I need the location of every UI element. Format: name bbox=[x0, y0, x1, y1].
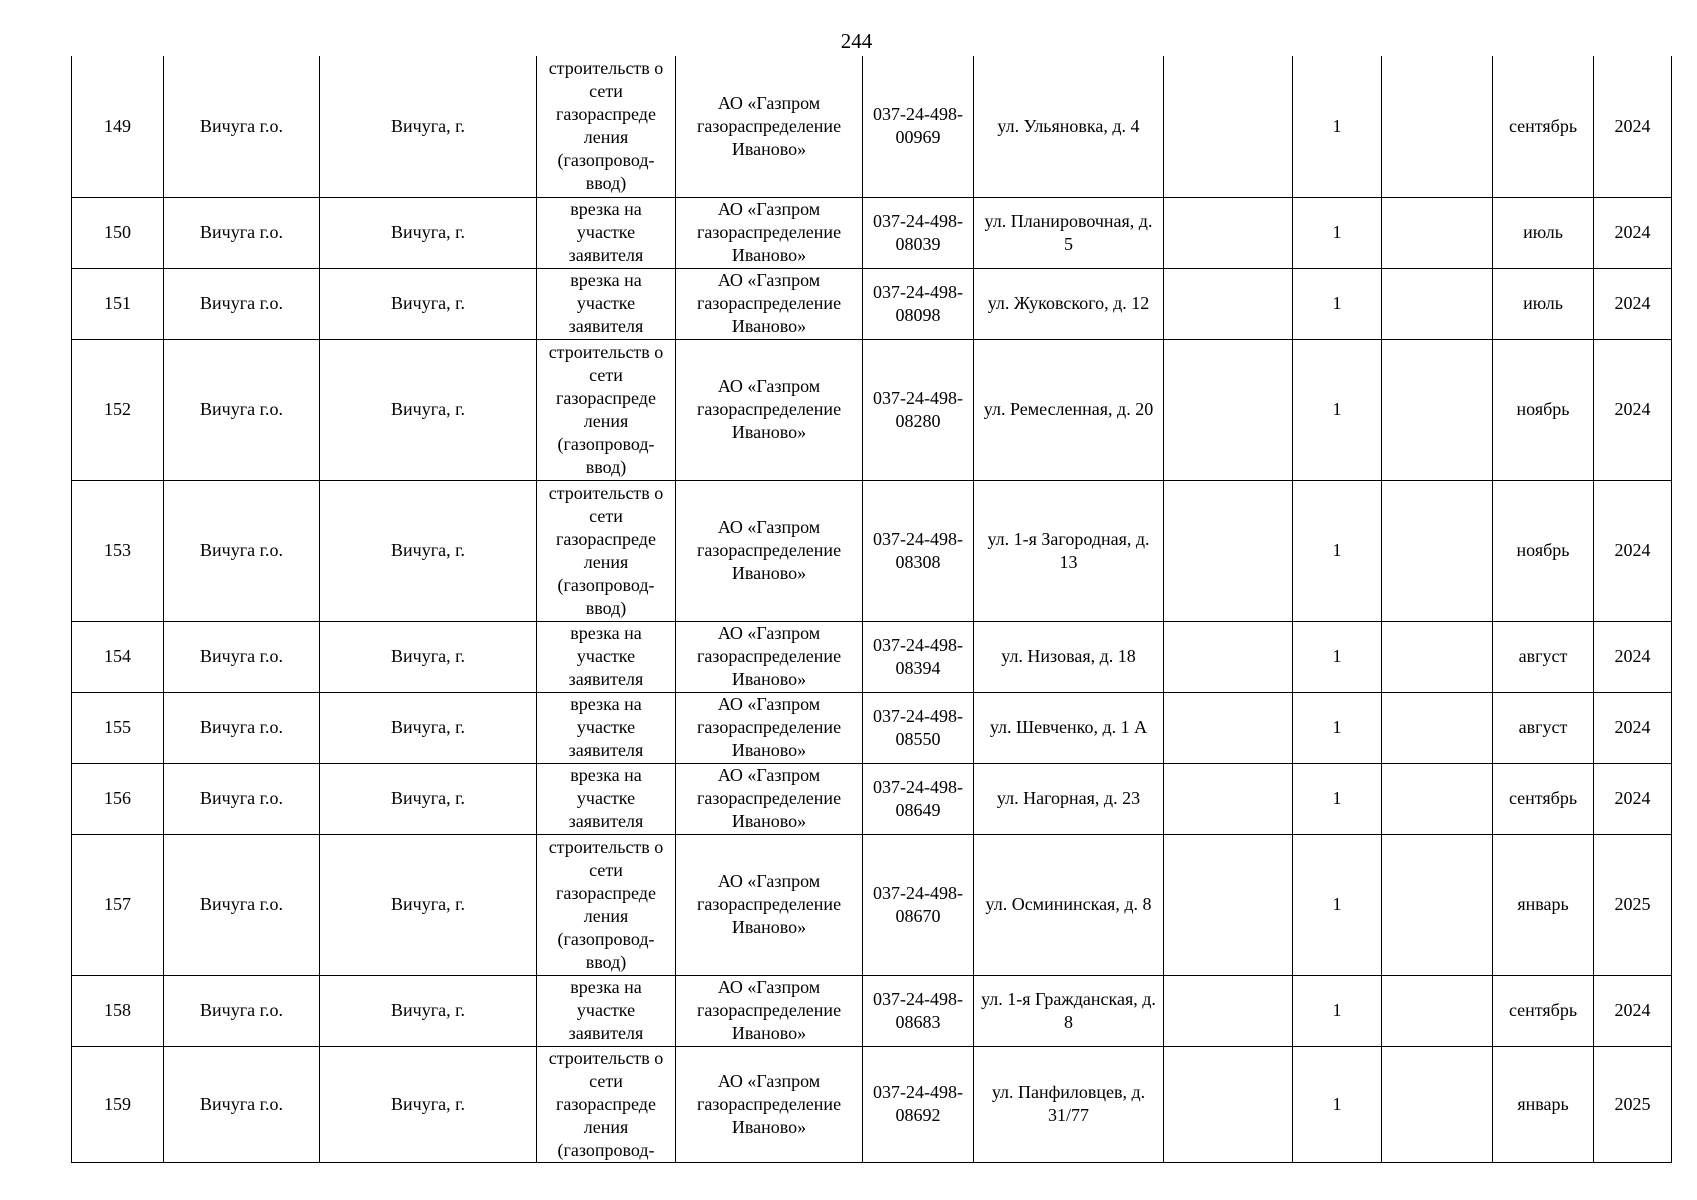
cell-text: сентябрь bbox=[1508, 1000, 1578, 1020]
cell-text: АО «Газпром газораспределение Иваново» bbox=[696, 199, 842, 265]
cell-year bbox=[1594, 975, 1672, 1046]
cell-text: Вичуга, г. bbox=[391, 293, 465, 313]
cell-address bbox=[974, 480, 1164, 621]
cell-text: 037-24-498-08308 bbox=[873, 528, 963, 572]
cell-org bbox=[676, 339, 863, 480]
cell-text: 1 bbox=[1332, 1000, 1342, 1020]
cell-settlement bbox=[320, 480, 537, 621]
cell-text: Вичуга г.о. bbox=[200, 894, 283, 914]
cell-district bbox=[164, 621, 320, 692]
cell-text: 2024 bbox=[1614, 1000, 1651, 1020]
cell-empty1 bbox=[1164, 763, 1293, 834]
cell-no bbox=[72, 692, 164, 763]
cell-address bbox=[974, 621, 1164, 692]
cell-month bbox=[1493, 692, 1594, 763]
cell-text: 2024 bbox=[1614, 222, 1651, 242]
cell-text: 1 bbox=[1332, 540, 1342, 560]
table-row bbox=[72, 339, 1672, 480]
cell-text: врезка на участке заявителя bbox=[568, 199, 644, 265]
cell-text: Вичуга, г. bbox=[391, 399, 465, 419]
cell-text: ул. Жуковского, д. 12 bbox=[987, 293, 1150, 313]
cell-text: 1 bbox=[1332, 717, 1342, 737]
cell-org bbox=[676, 621, 863, 692]
cell-text: август bbox=[1518, 717, 1568, 737]
cell-year bbox=[1594, 1046, 1672, 1162]
cell-text: 149 bbox=[104, 115, 131, 136]
cell-year bbox=[1594, 834, 1672, 975]
cell-empty2 bbox=[1382, 621, 1493, 692]
cell-text: сентябрь bbox=[1508, 115, 1578, 136]
cell-text: ул. Нагорная, д. 23 bbox=[996, 788, 1141, 808]
cell-text: АО «Газпром газораспределение Иваново» bbox=[696, 694, 842, 760]
cell-count bbox=[1293, 197, 1382, 268]
cell-text: январь bbox=[1517, 1093, 1569, 1114]
cell-text: Вичуга г.о. bbox=[200, 293, 283, 313]
cell-text: ул. Шевченко, д. 1 А bbox=[989, 717, 1148, 737]
cell-text: 037-24-498-00969 bbox=[873, 104, 963, 148]
cell-empty2 bbox=[1382, 268, 1493, 339]
cell-text: Вичуга г.о. bbox=[200, 1000, 283, 1020]
cell-text: 151 bbox=[104, 293, 131, 313]
cell-year bbox=[1594, 339, 1672, 480]
cell-text: июль bbox=[1523, 293, 1563, 313]
cell-text: Вичуга, г. bbox=[391, 222, 465, 242]
cell-text: 2024 bbox=[1614, 293, 1651, 313]
cell-work-type bbox=[537, 692, 676, 763]
cell-empty1 bbox=[1164, 975, 1293, 1046]
cell-text: строительств о сети газораспреде ления (газопровод-ввод) bbox=[548, 341, 664, 477]
cell-text: ул. Осмининская, д. 8 bbox=[985, 894, 1152, 914]
cell-app-no bbox=[863, 56, 974, 197]
cell-no bbox=[72, 339, 164, 480]
cell-empty2 bbox=[1382, 975, 1493, 1046]
cell-settlement bbox=[320, 975, 537, 1046]
cell-work-type bbox=[537, 480, 676, 621]
table-row bbox=[72, 268, 1672, 339]
cell-work-type bbox=[537, 834, 676, 975]
cell-org bbox=[676, 975, 863, 1046]
cell-no bbox=[72, 1046, 164, 1162]
cell-work-type bbox=[537, 621, 676, 692]
cell-count bbox=[1293, 268, 1382, 339]
cell-text: 150 bbox=[104, 222, 131, 242]
cell-text: ул. Планировочная, д. 5 bbox=[984, 210, 1153, 254]
cell-text: АО «Газпром газораспределение Иваново» bbox=[696, 517, 842, 583]
cell-text: ул. Панфиловцев, д. 31/77 bbox=[991, 1082, 1146, 1125]
cell-empty2 bbox=[1382, 763, 1493, 834]
cell-text: АО «Газпром газораспределение Иваново» bbox=[696, 765, 842, 831]
cell-settlement bbox=[320, 763, 537, 834]
cell-text: сентябрь bbox=[1508, 788, 1578, 808]
cell-text: Вичуга, г. bbox=[391, 646, 465, 666]
cell-address bbox=[974, 197, 1164, 268]
cell-text: Вичуга, г. bbox=[391, 894, 465, 914]
cell-empty1 bbox=[1164, 268, 1293, 339]
cell-empty2 bbox=[1382, 339, 1493, 480]
cell-empty1 bbox=[1164, 56, 1293, 197]
cell-no bbox=[72, 56, 164, 197]
cell-settlement bbox=[320, 621, 537, 692]
cell-text: Вичуга, г. bbox=[391, 540, 465, 560]
cell-count bbox=[1293, 480, 1382, 621]
cell-text: 152 bbox=[104, 399, 131, 419]
cell-text: врезка на участке заявителя bbox=[568, 765, 644, 831]
cell-org bbox=[676, 1046, 863, 1162]
page-number: 244 bbox=[840, 29, 873, 53]
cell-district bbox=[164, 197, 320, 268]
cell-empty2 bbox=[1382, 1046, 1493, 1162]
cell-text: 155 bbox=[104, 717, 131, 737]
cell-no bbox=[72, 621, 164, 692]
cell-text: 037-24-498-08670 bbox=[873, 882, 963, 926]
cell-text: 2025 bbox=[1614, 894, 1651, 914]
cell-text: Вичуга г.о. bbox=[200, 1093, 283, 1114]
cell-month bbox=[1493, 1046, 1594, 1162]
cell-address bbox=[974, 268, 1164, 339]
cell-text: январь bbox=[1517, 894, 1569, 914]
cell-count bbox=[1293, 1046, 1382, 1162]
table-row bbox=[72, 56, 1672, 197]
cell-text: Вичуга г.о. bbox=[200, 399, 283, 419]
cell-text: врезка на участке заявителя bbox=[568, 270, 644, 336]
cell-address bbox=[974, 339, 1164, 480]
cell-settlement bbox=[320, 339, 537, 480]
cell-text: 1 bbox=[1332, 1093, 1342, 1114]
cell-count bbox=[1293, 339, 1382, 480]
cell-text: ул. 1-я Гражданская, д. 8 bbox=[981, 988, 1156, 1032]
cell-month bbox=[1493, 56, 1594, 197]
cell-app-no bbox=[863, 692, 974, 763]
cell-text: Вичуга г.о. bbox=[200, 646, 283, 666]
cell-text: Вичуга, г. bbox=[391, 788, 465, 808]
cell-no bbox=[72, 975, 164, 1046]
cell-text: ул. 1-я Загородная, д. 13 bbox=[987, 528, 1150, 572]
cell-count bbox=[1293, 692, 1382, 763]
table-row bbox=[72, 197, 1672, 268]
cell-district bbox=[164, 975, 320, 1046]
cell-month bbox=[1493, 268, 1594, 339]
cell-text: 1 bbox=[1332, 646, 1342, 666]
cell-org bbox=[676, 763, 863, 834]
cell-text: 037-24-498-08394 bbox=[873, 634, 963, 678]
cell-work-type bbox=[537, 975, 676, 1046]
cell-text: Вичуга, г. bbox=[391, 717, 465, 737]
cell-text: АО «Газпром газораспределение Иваново» bbox=[696, 871, 842, 937]
cell-text: 037-24-498-08280 bbox=[873, 387, 963, 431]
cell-text: АО «Газпром газораспределение Иваново» bbox=[696, 623, 842, 689]
cell-text: Вичуга г.о. bbox=[200, 540, 283, 560]
cell-address bbox=[974, 763, 1164, 834]
cell-month bbox=[1493, 339, 1594, 480]
cell-month bbox=[1493, 480, 1594, 621]
cell-work-type bbox=[537, 56, 676, 197]
cell-text: 1 bbox=[1332, 222, 1342, 242]
cell-text: 158 bbox=[104, 1000, 131, 1020]
cell-district bbox=[164, 268, 320, 339]
cell-text: Вичуга г.о. bbox=[200, 717, 283, 737]
cell-text: ул. Низовая, д. 18 bbox=[1001, 646, 1136, 666]
cell-text: 037-24-498-08098 bbox=[873, 281, 963, 325]
cell-settlement bbox=[320, 268, 537, 339]
cell-text: 156 bbox=[104, 788, 131, 808]
cell-address bbox=[974, 975, 1164, 1046]
cell-address bbox=[974, 692, 1164, 763]
cell-text: врезка на участке заявителя bbox=[568, 694, 644, 760]
cell-district bbox=[164, 339, 320, 480]
cell-app-no bbox=[863, 621, 974, 692]
cell-text: 037-24-498-08039 bbox=[873, 210, 963, 254]
cell-text: август bbox=[1518, 646, 1568, 666]
cell-empty1 bbox=[1164, 834, 1293, 975]
cell-settlement bbox=[320, 692, 537, 763]
cell-count bbox=[1293, 56, 1382, 197]
cell-org bbox=[676, 480, 863, 621]
cell-org bbox=[676, 692, 863, 763]
cell-month bbox=[1493, 621, 1594, 692]
cell-text: 153 bbox=[104, 540, 131, 560]
cell-text: врезка на участке заявителя bbox=[568, 623, 644, 689]
cell-org bbox=[676, 834, 863, 975]
cell-text: Вичуга, г. bbox=[391, 115, 465, 136]
cell-settlement bbox=[320, 56, 537, 197]
cell-app-no bbox=[863, 197, 974, 268]
cell-district bbox=[164, 1046, 320, 1162]
cell-month bbox=[1493, 197, 1594, 268]
cell-empty2 bbox=[1382, 834, 1493, 975]
cell-text: 037-24-498-08649 bbox=[873, 776, 963, 820]
cell-empty1 bbox=[1164, 692, 1293, 763]
cell-text: ноябрь bbox=[1516, 540, 1570, 560]
cell-no bbox=[72, 197, 164, 268]
cell-text: 037-24-498-08683 bbox=[873, 988, 963, 1032]
cell-text: 2024 bbox=[1614, 717, 1651, 737]
cell-year bbox=[1594, 56, 1672, 197]
cell-settlement bbox=[320, 1046, 537, 1162]
cell-app-no bbox=[863, 1046, 974, 1162]
cell-work-type bbox=[537, 268, 676, 339]
cell-empty1 bbox=[1164, 1046, 1293, 1162]
table-row bbox=[72, 763, 1672, 834]
cell-year bbox=[1594, 268, 1672, 339]
gas-connection-table bbox=[71, 56, 1672, 1163]
cell-empty2 bbox=[1382, 197, 1493, 268]
cell-text: ул. Ремесленная, д. 20 bbox=[983, 399, 1154, 419]
cell-text: 1 bbox=[1332, 115, 1342, 136]
cell-work-type bbox=[537, 763, 676, 834]
cell-no bbox=[72, 480, 164, 621]
cell-app-no bbox=[863, 268, 974, 339]
cell-org bbox=[676, 197, 863, 268]
cell-text: АО «Газпром газораспределение Иваново» bbox=[696, 977, 842, 1043]
cell-address bbox=[974, 56, 1164, 197]
cell-year bbox=[1594, 197, 1672, 268]
cell-work-type bbox=[537, 1046, 676, 1162]
cell-empty2 bbox=[1382, 56, 1493, 197]
cell-text: 159 bbox=[104, 1093, 131, 1114]
cell-month bbox=[1493, 975, 1594, 1046]
cell-count bbox=[1293, 621, 1382, 692]
cell-no bbox=[72, 763, 164, 834]
cell-text: 2024 bbox=[1614, 646, 1651, 666]
cell-text: 037-24-498-08692 bbox=[873, 1082, 963, 1125]
cell-count bbox=[1293, 834, 1382, 975]
cell-month bbox=[1493, 763, 1594, 834]
cell-text: 2024 bbox=[1614, 540, 1651, 560]
table-row bbox=[72, 975, 1672, 1046]
cell-text: 1 bbox=[1332, 399, 1342, 419]
cell-text: Вичуга г.о. bbox=[200, 115, 283, 136]
cell-count bbox=[1293, 763, 1382, 834]
cell-app-no bbox=[863, 339, 974, 480]
cell-text: врезка на участке заявителя bbox=[568, 977, 644, 1043]
cell-count bbox=[1293, 975, 1382, 1046]
cell-text: 2024 bbox=[1614, 115, 1651, 136]
cell-district bbox=[164, 56, 320, 197]
cell-text: строительств о сети газораспреде ления (газопровод-ввод) bbox=[548, 482, 664, 618]
cell-empty2 bbox=[1382, 692, 1493, 763]
table-row bbox=[72, 834, 1672, 975]
cell-text: Вичуга, г. bbox=[391, 1000, 465, 1020]
cell-app-no bbox=[863, 480, 974, 621]
cell-text: АО «Газпром газораспределение Иваново» bbox=[696, 92, 842, 159]
cell-empty1 bbox=[1164, 339, 1293, 480]
cell-settlement bbox=[320, 197, 537, 268]
cell-text: июль bbox=[1523, 222, 1563, 242]
cell-district bbox=[164, 834, 320, 975]
cell-text: Вичуга г.о. bbox=[200, 222, 283, 242]
table-row bbox=[72, 480, 1672, 621]
cell-no bbox=[72, 834, 164, 975]
cell-text: 157 bbox=[104, 894, 131, 914]
cell-text: строительств о сети газораспреде ления (газопровод-ввод) bbox=[548, 58, 664, 194]
table-row bbox=[72, 621, 1672, 692]
cell-text: 1 bbox=[1332, 894, 1342, 914]
cell-org bbox=[676, 268, 863, 339]
cell-year bbox=[1594, 763, 1672, 834]
cell-text: 037-24-498-08550 bbox=[873, 705, 963, 749]
cell-address bbox=[974, 1046, 1164, 1162]
table-row bbox=[72, 1046, 1672, 1162]
table-body bbox=[72, 56, 1672, 1162]
table-row bbox=[72, 692, 1672, 763]
cell-settlement bbox=[320, 834, 537, 975]
cell-text: 2024 bbox=[1614, 788, 1651, 808]
cell-work-type bbox=[537, 339, 676, 480]
cell-text: строительств о сети газораспреде ления (газопровод-ввод) bbox=[548, 836, 664, 972]
cell-year bbox=[1594, 480, 1672, 621]
cell-org bbox=[676, 56, 863, 197]
cell-month bbox=[1493, 834, 1594, 975]
cell-year bbox=[1594, 692, 1672, 763]
cell-app-no bbox=[863, 834, 974, 975]
cell-text: 1 bbox=[1332, 293, 1342, 313]
cell-app-no bbox=[863, 975, 974, 1046]
cell-text: 1 bbox=[1332, 788, 1342, 808]
cell-text: ул. Ульяновка, д. 4 bbox=[997, 115, 1140, 136]
cell-text: Вичуга, г. bbox=[391, 1093, 465, 1114]
cell-text: Вичуга г.о. bbox=[200, 788, 283, 808]
cell-text: 154 bbox=[104, 646, 131, 666]
cell-empty1 bbox=[1164, 621, 1293, 692]
cell-empty2 bbox=[1382, 480, 1493, 621]
cell-work-type bbox=[537, 197, 676, 268]
cell-text: ноябрь bbox=[1516, 399, 1570, 419]
cell-district bbox=[164, 763, 320, 834]
cell-empty1 bbox=[1164, 197, 1293, 268]
cell-app-no bbox=[863, 763, 974, 834]
cell-district bbox=[164, 480, 320, 621]
cell-empty1 bbox=[1164, 480, 1293, 621]
cell-text: АО «Газпром газораспределение Иваново» bbox=[696, 270, 842, 336]
cell-text: 2025 bbox=[1614, 1093, 1651, 1114]
cell-district bbox=[164, 692, 320, 763]
cell-no bbox=[72, 268, 164, 339]
cell-address bbox=[974, 834, 1164, 975]
cell-text: строительств о сети газораспреде ления (газопровод- bbox=[548, 1047, 664, 1160]
cell-year bbox=[1594, 621, 1672, 692]
cell-text: 2024 bbox=[1614, 399, 1651, 419]
cell-text: АО «Газпром газораспределение Иваново» bbox=[696, 376, 842, 442]
cell-text: АО «Газпром газораспределение Иваново» bbox=[696, 1070, 842, 1137]
